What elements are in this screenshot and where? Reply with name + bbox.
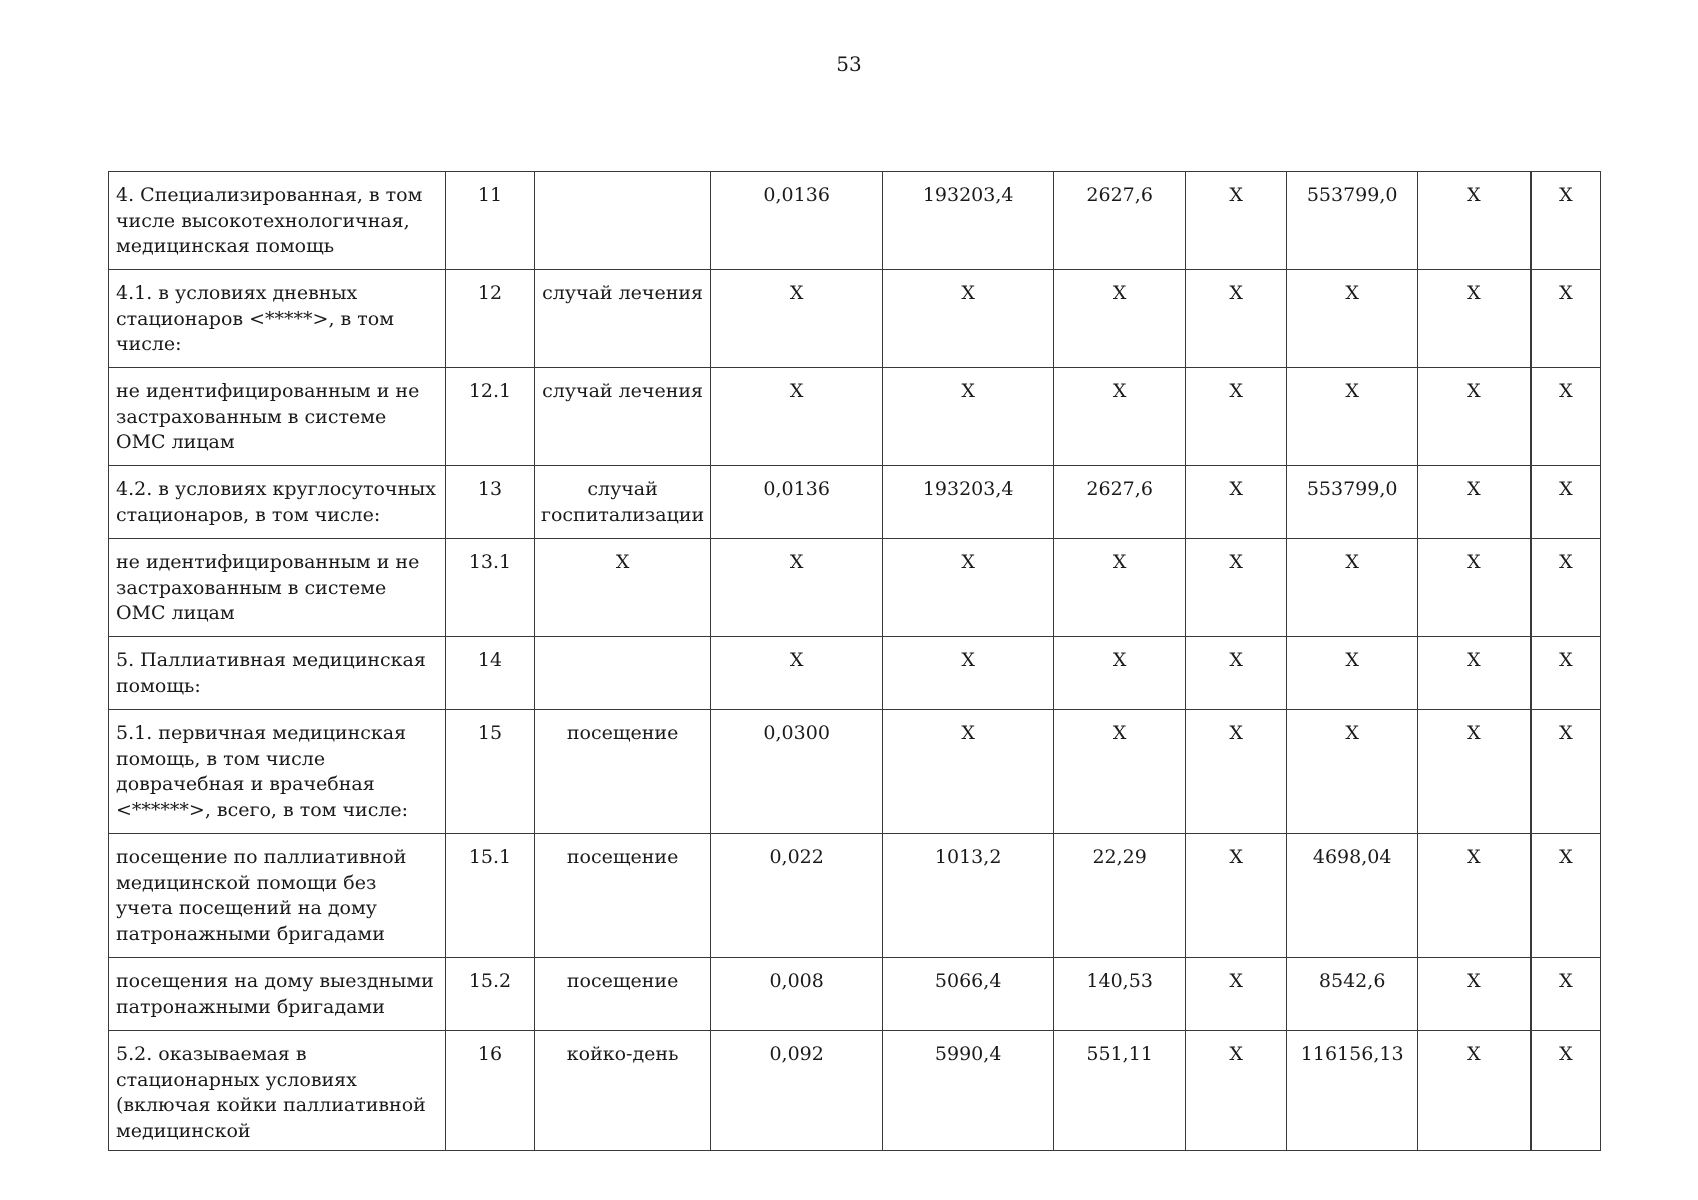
col5-cell: 193203,4: [883, 172, 1054, 270]
col7-cell: X: [1186, 710, 1287, 834]
row-name-cell: посещение по паллиативной медицинской помощи без учета посещений на дому патронажными бригадами: [109, 834, 446, 958]
row-code-cell: 15: [446, 710, 535, 834]
col9-cell: X: [1418, 710, 1531, 834]
col7-cell: X: [1186, 539, 1287, 637]
row-code-cell: 12: [446, 270, 535, 368]
col5-cell: X: [883, 637, 1054, 710]
col6-cell: 22,29: [1054, 834, 1186, 958]
table-row: [109, 539, 1601, 637]
row-unit-cell: посещение: [535, 958, 711, 1031]
row-unit-cell: посещение: [535, 834, 711, 958]
row-code-cell: 11: [446, 172, 535, 270]
col7-cell: X: [1186, 466, 1287, 539]
col9-cell: X: [1418, 539, 1531, 637]
col4-cell: X: [711, 368, 883, 466]
col6-cell: 2627,6: [1054, 466, 1186, 539]
col8-cell: X: [1287, 368, 1418, 466]
col6-cell: X: [1054, 539, 1186, 637]
col10-cell: X: [1531, 1031, 1601, 1151]
col10-cell: X: [1531, 710, 1601, 834]
row-unit-cell: [535, 172, 711, 270]
col5-cell: 5990,4: [883, 1031, 1054, 1151]
row-name-cell: не идентифицированным и не застрахованным в системе ОМС лицам: [109, 368, 446, 466]
row-name-cell: 5.2. оказываемая в стационарных условиях (включая койки паллиативной медицинской: [109, 1031, 446, 1151]
row-code-cell: 13.1: [446, 539, 535, 637]
col6-cell: X: [1054, 637, 1186, 710]
table-row: [109, 466, 1601, 539]
col8-cell: X: [1287, 539, 1418, 637]
col10-cell: X: [1531, 958, 1601, 1031]
row-code-cell: 12.1: [446, 368, 535, 466]
col7-cell: X: [1186, 1031, 1287, 1151]
row-unit-cell: случай лечения: [535, 368, 711, 466]
col8-cell: X: [1287, 710, 1418, 834]
row-code-cell: 15.1: [446, 834, 535, 958]
col7-cell: X: [1186, 368, 1287, 466]
col8-cell: X: [1287, 637, 1418, 710]
table-row: [109, 172, 1601, 270]
row-code-cell: 13: [446, 466, 535, 539]
col4-cell: X: [711, 539, 883, 637]
col9-cell: X: [1418, 834, 1531, 958]
row-name-cell: 4. Специализированная, в том числе высокотехнологичная, медицинская помощь: [109, 172, 446, 270]
col4-cell: X: [711, 270, 883, 368]
col8-cell: 553799,0: [1287, 466, 1418, 539]
row-code-cell: 14: [446, 637, 535, 710]
col8-cell: 116156,13: [1287, 1031, 1418, 1151]
table-row: [109, 710, 1601, 834]
col9-cell: X: [1418, 270, 1531, 368]
row-unit-cell: [535, 637, 711, 710]
col9-cell: X: [1418, 637, 1531, 710]
row-unit-cell: койко-день: [535, 1031, 711, 1151]
col9-cell: X: [1418, 172, 1531, 270]
row-name-cell: не идентифицированным и не застрахованным в системе ОМС лицам: [109, 539, 446, 637]
col7-cell: X: [1186, 270, 1287, 368]
row-code-cell: 15.2: [446, 958, 535, 1031]
row-code-cell: 16: [446, 1031, 535, 1151]
table-row: [109, 1031, 1601, 1151]
data-table: [108, 171, 1601, 1151]
col7-cell: X: [1186, 637, 1287, 710]
table-body: [109, 172, 1601, 1151]
table-row: [109, 834, 1601, 958]
col4-cell: X: [711, 637, 883, 710]
table-row: [109, 368, 1601, 466]
col10-cell: X: [1531, 270, 1601, 368]
col7-cell: X: [1186, 958, 1287, 1031]
col8-cell: 4698,04: [1287, 834, 1418, 958]
col9-cell: X: [1418, 368, 1531, 466]
row-name-cell: 4.1. в условиях дневных стационаров <*****>, в том числе:: [109, 270, 446, 368]
col9-cell: X: [1418, 958, 1531, 1031]
col4-cell: 0,008: [711, 958, 883, 1031]
table-row: [109, 637, 1601, 710]
col5-cell: X: [883, 270, 1054, 368]
col5-cell: 1013,2: [883, 834, 1054, 958]
row-unit-cell: случай лечения: [535, 270, 711, 368]
col7-cell: X: [1186, 172, 1287, 270]
col6-cell: X: [1054, 710, 1186, 834]
table-row: [109, 270, 1601, 368]
col8-cell: 8542,6: [1287, 958, 1418, 1031]
page-number: 53: [836, 52, 862, 76]
col10-cell: X: [1531, 172, 1601, 270]
col7-cell: X: [1186, 834, 1287, 958]
col9-cell: X: [1418, 1031, 1531, 1151]
col5-cell: 5066,4: [883, 958, 1054, 1031]
row-unit-cell: случай госпитализации: [535, 466, 711, 539]
col5-cell: 193203,4: [883, 466, 1054, 539]
row-name-cell: 4.2. в условиях круглосуточных стационаров, в том числе:: [109, 466, 446, 539]
row-name-cell: посещения на дому выездными патронажными бригадами: [109, 958, 446, 1031]
col6-cell: 551,11: [1054, 1031, 1186, 1151]
row-unit-cell: X: [535, 539, 711, 637]
col6-cell: X: [1054, 368, 1186, 466]
col5-cell: X: [883, 368, 1054, 466]
row-name-cell: 5.1. первичная медицинская помощь, в том числе доврачебная и врачебная <******>, всего, в том числе:: [109, 710, 446, 834]
col10-cell: X: [1531, 637, 1601, 710]
col4-cell: 0,022: [711, 834, 883, 958]
col8-cell: X: [1287, 270, 1418, 368]
col6-cell: 140,53: [1054, 958, 1186, 1031]
col4-cell: 0,0136: [711, 172, 883, 270]
row-unit-cell: посещение: [535, 710, 711, 834]
row-name-cell: 5. Паллиативная медицинская помощь:: [109, 637, 446, 710]
col10-cell: X: [1531, 539, 1601, 637]
col6-cell: X: [1054, 270, 1186, 368]
col5-cell: X: [883, 710, 1054, 834]
col5-cell: X: [883, 539, 1054, 637]
table-row: [109, 958, 1601, 1031]
col4-cell: 0,0300: [711, 710, 883, 834]
col9-cell: X: [1418, 466, 1531, 539]
col6-cell: 2627,6: [1054, 172, 1186, 270]
col10-cell: X: [1531, 834, 1601, 958]
col4-cell: 0,0136: [711, 466, 883, 539]
col10-cell: X: [1531, 368, 1601, 466]
col4-cell: 0,092: [711, 1031, 883, 1151]
col10-cell: X: [1531, 466, 1601, 539]
col8-cell: 553799,0: [1287, 172, 1418, 270]
